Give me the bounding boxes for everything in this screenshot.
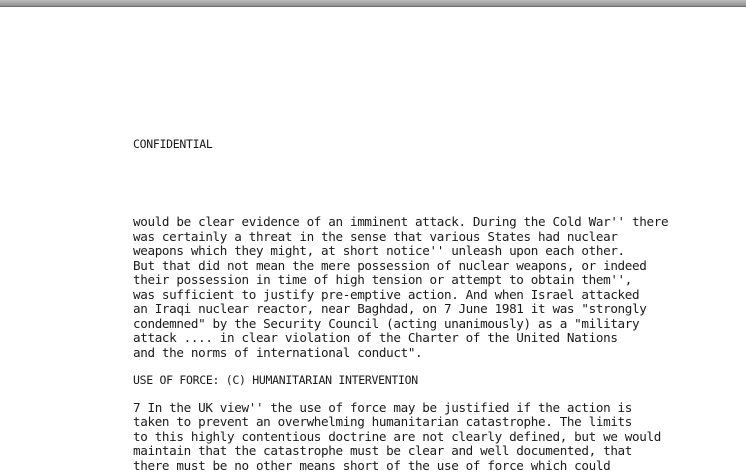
text-line: there must be no other means short of the use of force which could	[133, 458, 611, 472]
text-line: was sufficient to justify pre-emptive action. And when Israel attacked	[133, 287, 640, 302]
text-line: their possession in time of high tension or attempt to obtain them'',	[133, 272, 633, 287]
section-heading: USE OF FORCE: (C) HUMANITARIAN INTERVENTION	[133, 373, 418, 387]
document-page	[0, 7, 746, 472]
text-line: 7 In the UK view'' the use of force may be justified if the action is	[133, 400, 633, 415]
text-line: to this highly contentious doctrine are not clearly defined, but we would	[133, 429, 661, 444]
viewer-top-edge	[0, 0, 746, 7]
text-line: condemned" by the Security Council (acting unanimously) as a "military	[133, 316, 640, 331]
text-line: weapons which they might, at short notice'' unleash upon each other.	[133, 243, 625, 258]
text-line: maintain that the catastrophe must be clear and well documented, that	[133, 443, 633, 458]
text-line: But that did not mean the mere possession of nuclear weapons, or indeed	[133, 258, 647, 273]
text-line: and the norms of international conduct".	[133, 345, 423, 360]
text-line: taken to prevent an overwhelming humanitarian catastrophe. The limits	[133, 414, 633, 429]
classification-marking: CONFIDENTIAL	[133, 137, 213, 151]
text-line: was certainly a threat in the sense that various States had nuclear	[133, 229, 618, 244]
text-line: attack .... in clear violation of the Charter of the United Nations	[133, 330, 618, 345]
text-line: an Iraqi nuclear reactor, near Baghdad, on 7 June 1981 it was "strongly	[133, 301, 647, 316]
text-line: would be clear evidence of an imminent attack. During the Cold War'' there	[133, 214, 669, 229]
